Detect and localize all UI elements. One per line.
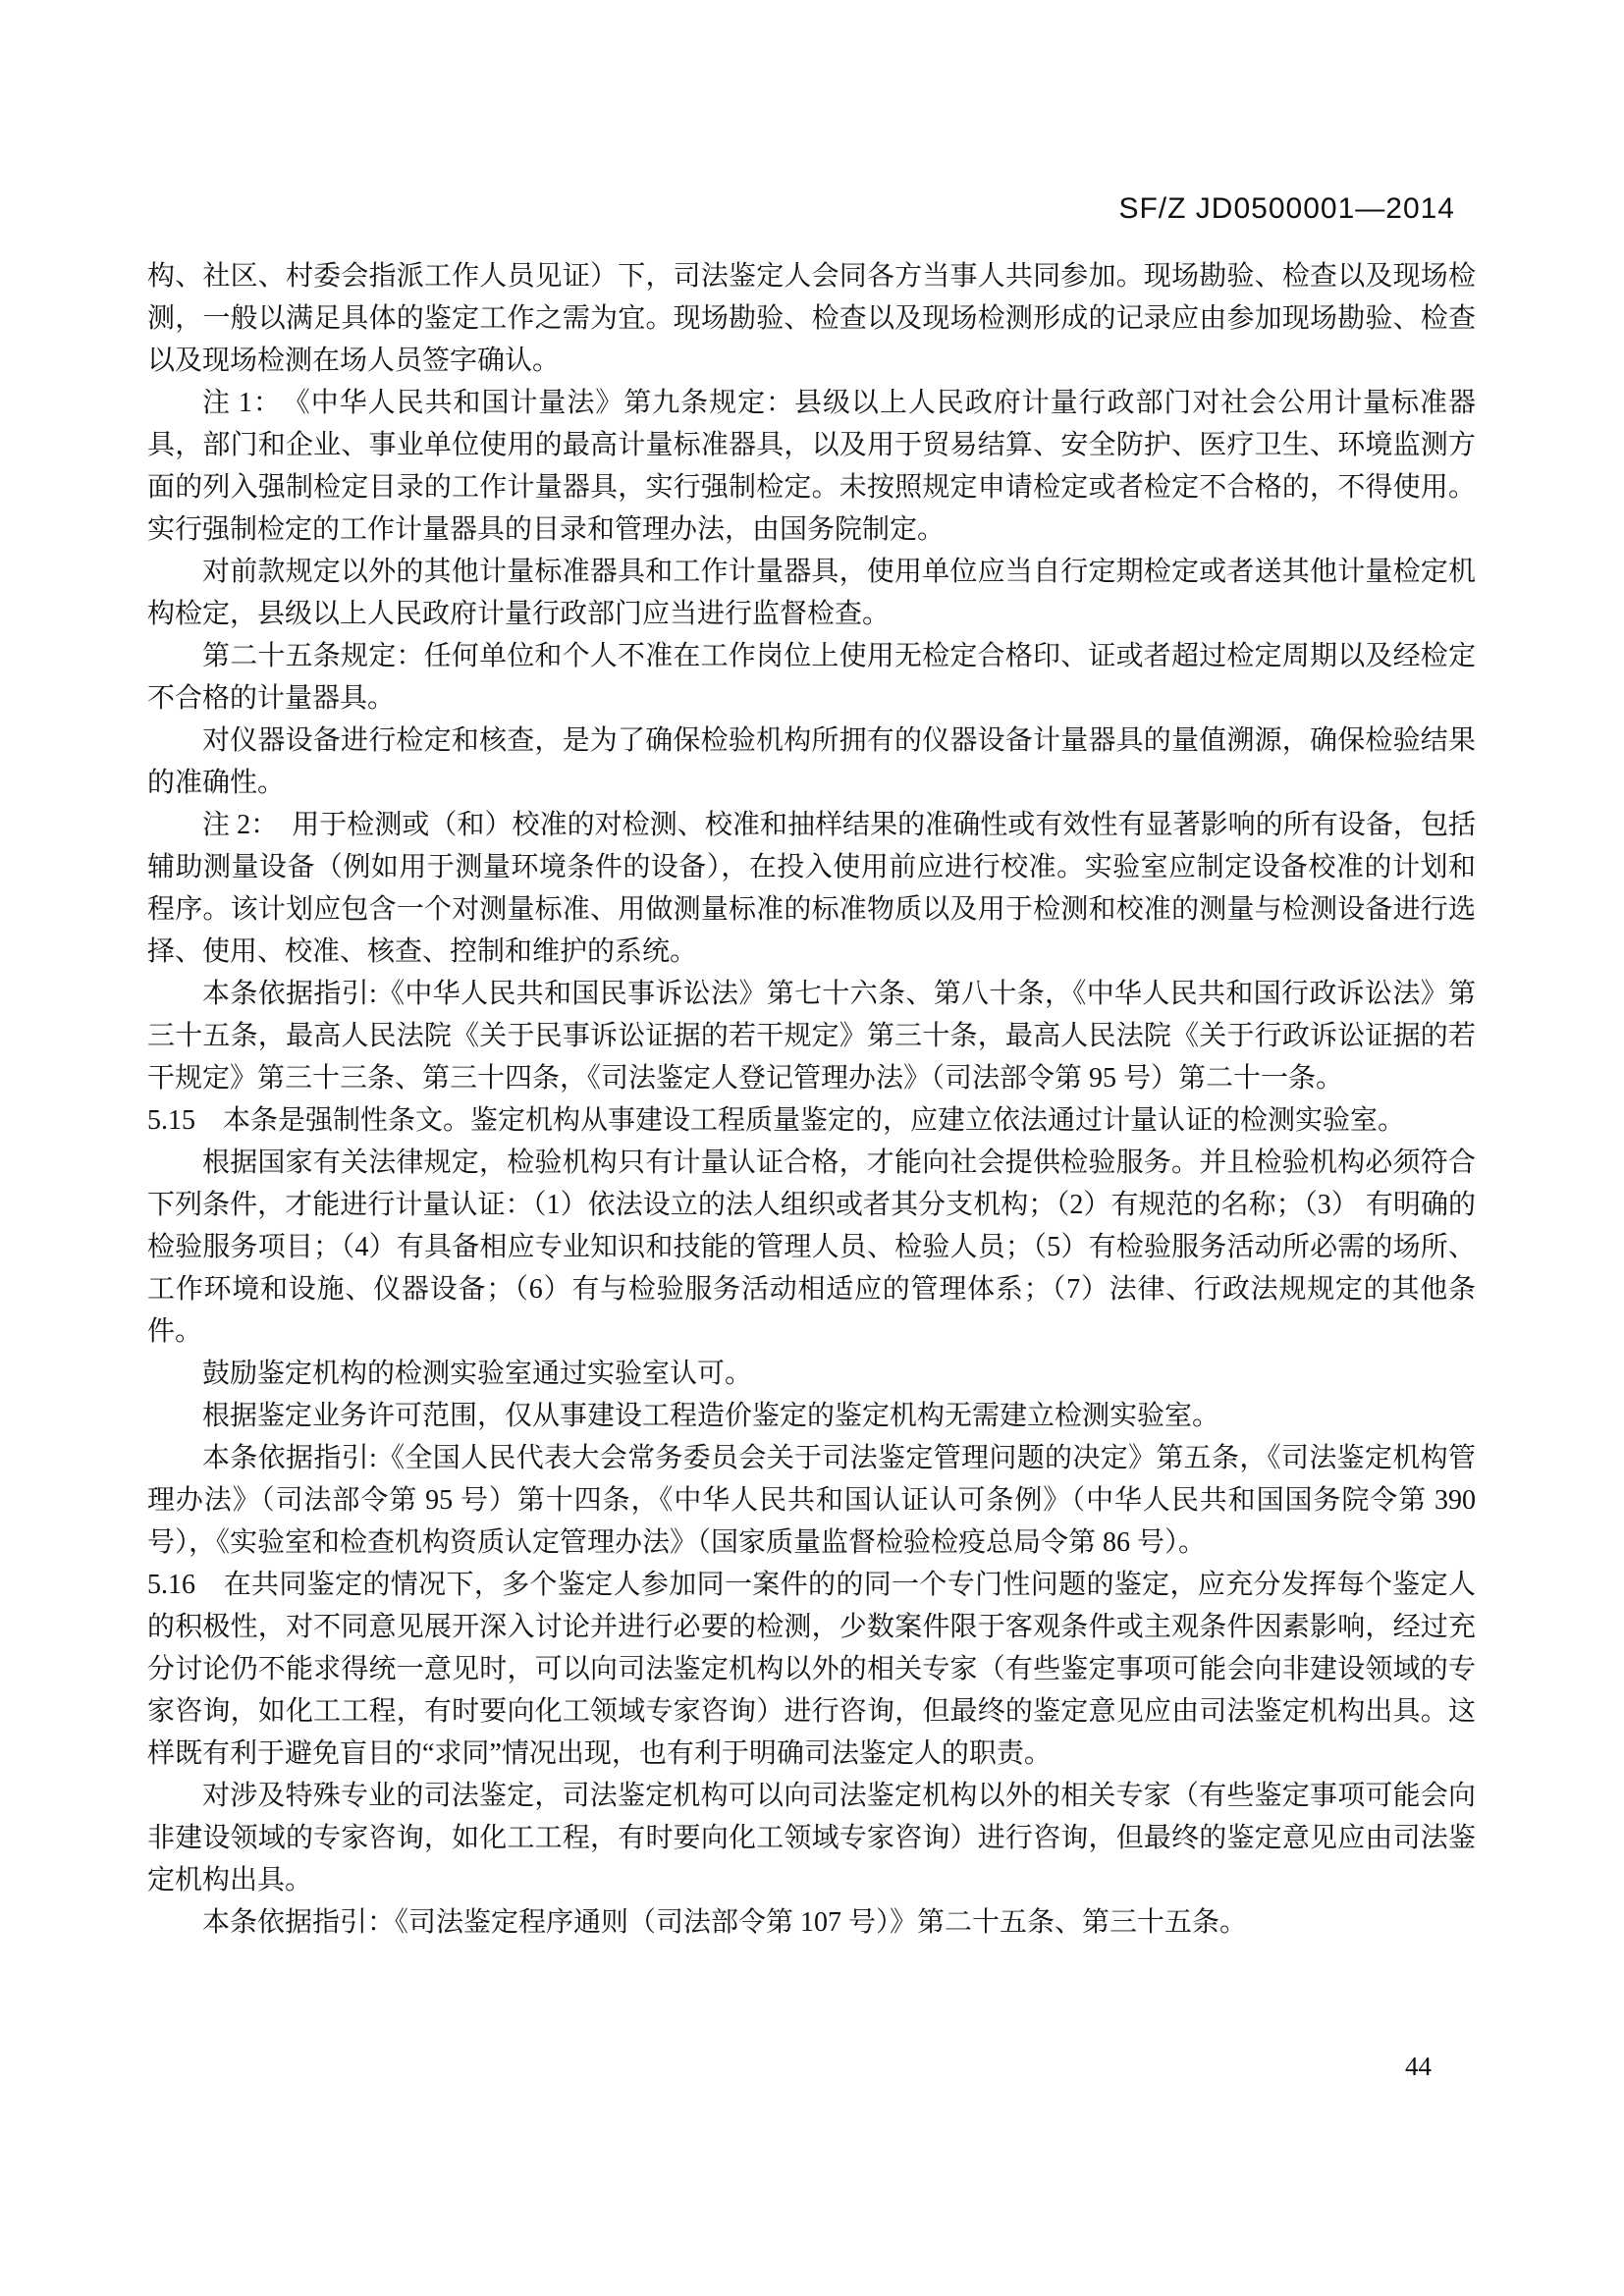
paragraph: 对仪器设备进行检定和核查，是为了确保检验机构所拥有的仪器设备计量器具的量值溯源，确保检验结果的准确性。 [147,725,1476,798]
paragraph: 根据国家有关法律规定，检验机构只有计量认证合格，才能向社会提供检验服务。并且检验机构必须符合下列条件，才能进行计量认证：（1）依法设立的法人组织或者其分支机构；（2）有规范的名称；（3） 有明确的检验服务项目；（4）有具备相应专业知识和技能的管理人员、检验人员；（5）有检验服务活动所必需的场所、工作环境和设施、仪器设备；（6）有与检验服务活动相适应的管理体系；（7）法律、行政法规规定的其他条件。 [147,1148,1476,1347]
paragraph-note-2: 注 2： 用于检测或（和）校准的对检测、校准和抽样结果的准确性或有效性有显著影响的所有设备，包括辅助测量设备（例如用于测量环境条件的设备），在投入使用前应进行校准。实验室应制定设备校准的计划和程序。该计划应包含一个对测量标准、用做测量标准的标准物质以及用于检测和校准的测量与检测设备进行选择、使用、校准、核查、控制和维护的系统。 [147,810,1476,967]
paragraph-reference: 本条依据指引:《全国人民代表大会常务委员会关于司法鉴定管理问题的决定》第五条，《司法鉴定机构管理办法》（司法部令第 95 号）第十四条，《中华人民共和国认证认可条例》（中华人民共和国国务院令第 390 号），《实验室和检查机构资质认定管理办法》（国家质量监督检验检疫总局令第 86 号）。 [147,1443,1476,1558]
paragraph-reference: 本条依据指引:《中华人民共和国民事诉讼法》第七十六条、第八十条，《中华人民共和国行政诉讼法》第三十五条，最高人民法院《关于民事诉讼证据的若干规定》第三十条，最高人民法院《关于行政诉讼证据的若干规定》第三十三条、第三十四条，《司法鉴定人登记管理办法》（司法部令第 95 号）第二十一条。 [147,979,1476,1094]
page-number: 44 [1405,2052,1432,2081]
document-body [147,255,1476,1944]
paragraph: 对涉及特殊专业的司法鉴定，司法鉴定机构可以向司法鉴定机构以外的相关专家（有些鉴定事项可能会向非建设领域的专家咨询，如化工工程，有时要向化工领域专家咨询）进行咨询，但最终的鉴定意见应由司法鉴定机构出具。 [147,1781,1476,1896]
paragraph: 根据鉴定业务许可范围，仅从事建设工程造价鉴定的鉴定机构无需建立检测实验室。 [202,1401,1220,1431]
paragraph: 第二十五条规定：任何单位和个人不准在工作岗位上使用无检定合格印、证或者超过检定周期以及经检定不合格的计量器具。 [147,641,1476,714]
paragraph-clause-5-15: 5.15 本条是强制性条文。鉴定机构从事建设工程质量鉴定的，应建立依法通过计量认证的检测实验室。 [147,1105,1406,1136]
paragraph: 对前款规定以外的其他计量标准器具和工作计量器具，使用单位应当自行定期检定或者送其他计量检定机构检定，县级以上人民政府计量行政部门应当进行监督检查。 [147,557,1476,629]
paragraph-clause-5-16: 5.16 在共同鉴定的情况下，多个鉴定人参加同一案件的的同一个专门性问题的鉴定，应充分发挥每个鉴定人的积极性，对不同意见展开深入讨论并进行必要的检测，少数案件限于客观条件或主观条件因素影响，经过充分讨论仍不能求得统一意见时，可以向司法鉴定机构以外的相关专家（有些鉴定事项可能会向非建设领域的专家咨询，如化工工程，有时要向化工领域专家咨询）进行咨询，但最终的鉴定意见应由司法鉴定机构出具。这样既有利于避免盲目的“求同”情况出现，也有利于明确司法鉴定人的职责。 [147,1570,1476,1769]
paragraph-note-1: 注 1： 《中华人民共和国计量法》第九条规定：县级以上人民政府计量行政部门对社会公用计量标准器具，部门和企业、事业单位使用的最高计量标准器具，以及用于贸易结算、安全防护、医疗卫生、环境监测方面的列入强制检定目录的工作计量器具，实行强制检定。未按照规定申请检定或者检定不合格的，不得使用。实行强制检定的工作计量器具的目录和管理办法，由国务院制定。 [147,388,1476,545]
paragraph: 鼓励鉴定机构的检测实验室通过实验室认可。 [202,1359,753,1389]
paragraph-continuation: 构、社区、村委会指派工作人员见证）下，司法鉴定人会同各方当事人共同参加。现场勘验、检查以及现场检测，一般以满足具体的鉴定工作之需为宜。现场勘验、检查以及现场检测形成的记录应由参加现场勘验、检查以及现场检测在场人员签字确认。 [147,261,1476,376]
paragraph-reference: 本条依据指引：《司法鉴定程序通则（司法部令第 107 号）》第二十五条、第三十五条。 [202,1907,1248,1938]
standard-code-header: SF/Z JD0500001—2014 [1118,192,1455,225]
